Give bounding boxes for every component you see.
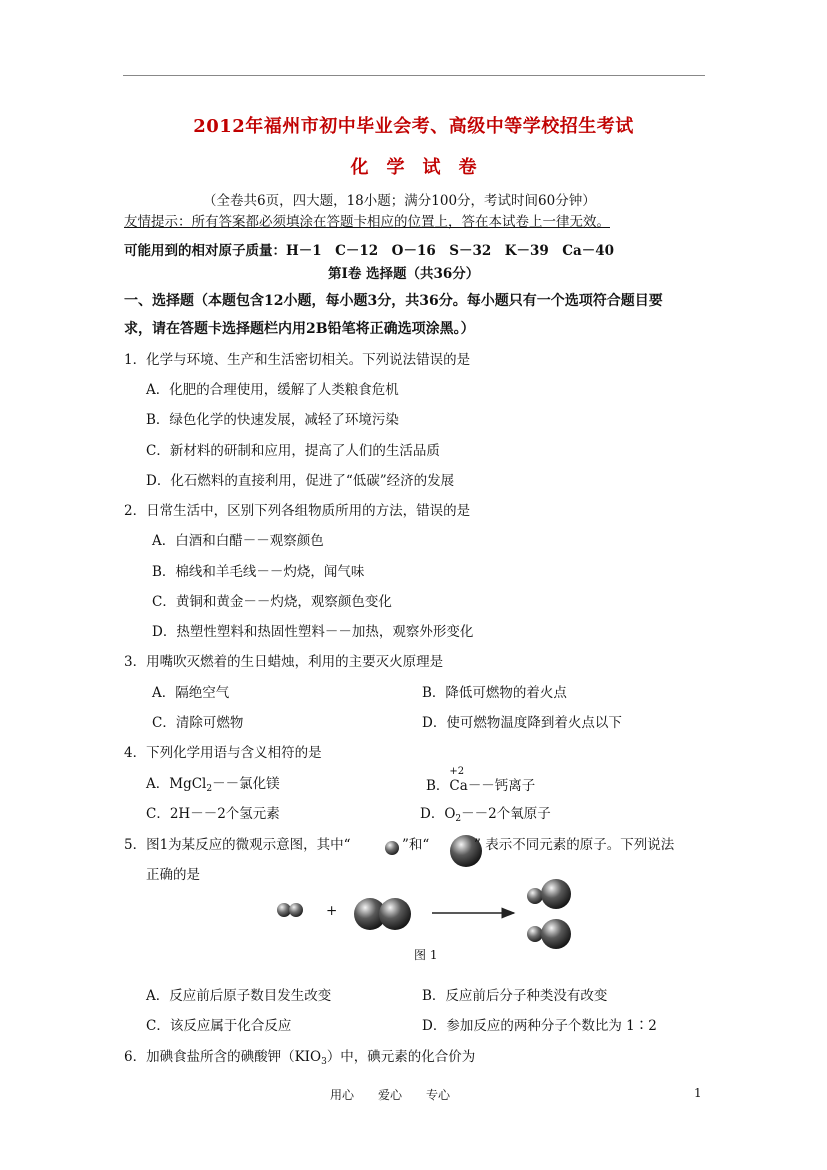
question-1-option-c: C．新材料的研制和应用，提高了人们的生活品质 <box>146 443 440 459</box>
option-d-formula: D．O <box>420 806 456 822</box>
question-2-option-c: C．黄铜和黄金－－灼烧，观察颜色变化 <box>152 594 392 610</box>
calcium-symbol <box>449 766 468 794</box>
question-5-stem-part2: ”和“ <box>402 837 430 853</box>
question-1-option-b: B．绿色化学的快速发展，减轻了环境污染 <box>146 412 399 428</box>
question-3-option-a: A．隔绝空气 <box>152 685 230 701</box>
figure-caption: 图 1 <box>414 948 438 962</box>
section-instruction-line2: 求，请在答题卡选择题栏内用2B铅笔将正确选项涂黑。） <box>124 321 475 337</box>
option-b-meaning: －－钙离子 <box>467 778 536 794</box>
question-4-option-d <box>420 802 551 824</box>
question-3-option-c: C．清除可燃物 <box>152 715 244 731</box>
option-d-meaning: －－2个氧原子 <box>461 806 551 822</box>
q6-subscript: 3 <box>321 1057 327 1067</box>
question-3-stem: 3．用嘴吹灭燃着的生日蜡烛，利用的主要灭火原理是 <box>124 654 444 670</box>
paper-subtitle: 化学试卷 <box>350 157 495 178</box>
question-2-option-a: A．白酒和白醋－－观察颜色 <box>152 533 324 549</box>
question-5-option-a: A．反应前后原子数目发生改变 <box>146 988 332 1004</box>
friendly-tip: 友情提示：所有答案都必须填涂在答题卡相应的位置上，答在本试卷上一律无效。 <box>124 214 610 230</box>
q6-stem-post: ）中，碘元素的化合价为 <box>326 1049 476 1065</box>
question-4-option-a <box>146 772 280 794</box>
product-molecule-1 <box>526 879 574 913</box>
question-2-stem: 2．日常生活中，区别下列各组物质所用的方法，错误的是 <box>124 503 471 519</box>
plus-sign: + <box>326 903 338 919</box>
atomic-mass-line: 可能用到的相对原子质量：H－1 C－12 O－16 S－32 K－39 Ca－40 <box>124 243 615 259</box>
question-4-option-c: C．2H－－2个氢元素 <box>146 806 280 822</box>
option-b-label: B． <box>426 778 450 794</box>
q6-stem-pre: 6．加碘食盐所含的碘酸钾（KIO <box>124 1049 322 1065</box>
question-4-stem: 4．下列化学用语与含义相符的是 <box>124 745 322 761</box>
small-atom-icon <box>384 840 400 856</box>
question-1-stem: 1．化学与环境、生产和生活密切相关。下列说法错误的是 <box>124 352 471 368</box>
question-2-option-b: B．棉线和羊毛线－－灼烧，闻气味 <box>152 564 365 580</box>
reaction-arrow <box>430 905 516 921</box>
page-number: 1 <box>694 1086 702 1100</box>
exam-info: （全卷共6页，四大题，18小题；满分100分，考试时间60分钟） <box>203 193 596 209</box>
reactant-small-molecule <box>276 900 304 920</box>
question-3-option-d: D．使可燃物温度降到着火点以下 <box>422 715 622 731</box>
reactant-large-molecule <box>354 897 414 931</box>
top-rule <box>123 75 705 76</box>
option-d-subscript: 2 <box>455 814 462 824</box>
volume-heading: 第Ⅰ卷 选择题（共36分） <box>328 266 480 282</box>
question-5-option-d: D．参加反应的两种分子个数比为 1∶2 <box>422 1018 657 1034</box>
question-5-stem-part3: ” 表示不同元素的原子。下列说法 <box>474 837 675 853</box>
calcium-text: Ca <box>449 778 468 794</box>
question-3-option-b: B．降低可燃物的着火点 <box>422 685 567 701</box>
question-1-option-a: A．化肥的合理使用，缓解了人类粮食危机 <box>146 382 399 398</box>
product-molecule-2 <box>526 918 574 952</box>
option-a-subscript: 2 <box>206 784 213 794</box>
question-4-option-b <box>426 766 536 794</box>
option-a-formula: A．MgCl <box>146 776 207 792</box>
question-5-stem-line2: 正确的是 <box>146 867 200 883</box>
exam-title: 2012年福州市初中毕业会考、高级中等学校招生考试 <box>193 116 634 137</box>
question-5-option-c: C．该反应属于化合反应 <box>146 1018 292 1034</box>
question-5-option-b: B．反应前后分子种类没有改变 <box>422 988 608 1004</box>
footer-motto: 用心 爱心 专心 <box>330 1088 451 1102</box>
question-1-option-d: D．化石燃料的直接利用，促进了“低碳”经济的发展 <box>146 473 455 489</box>
valence-superscript: +2 <box>449 766 465 777</box>
option-a-meaning: －－氯化镁 <box>212 776 280 792</box>
question-6-stem <box>124 1045 475 1067</box>
question-5-stem-part1: 5．图1为某反应的微观示意图，其中“ <box>124 837 351 853</box>
question-2-option-d: D．热塑性塑料和热固性塑料－－加热，观察外形变化 <box>152 624 474 640</box>
section-instruction-line1: 一、选择题（本题包含12小题，每小题3分，共36分。每小题只有一个选项符合题目要 <box>124 293 663 309</box>
